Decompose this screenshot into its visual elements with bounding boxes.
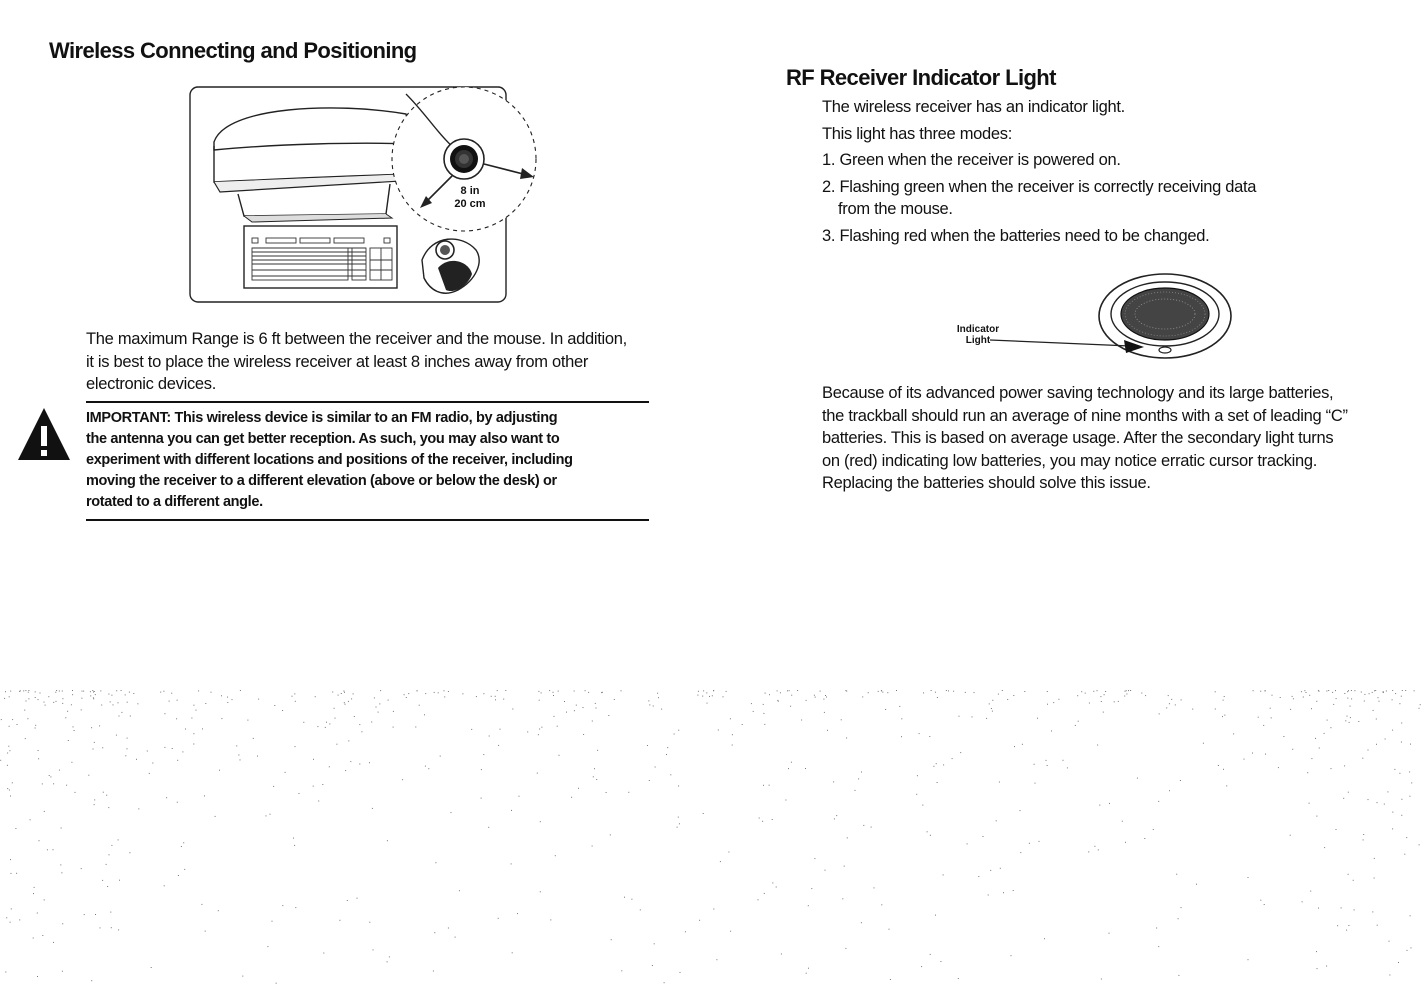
mode-item: 3. Flashing red when the batteries need to be changed. [822,226,1210,245]
important-line: IMPORTANT: This wireless device is similar to an FM radio, by adjusting [86,410,558,426]
right-heading: RF Receiver Indicator Light [786,65,1056,90]
mode-item-continuation: from the mouse. [838,200,953,218]
indicator-pointer-line [990,340,1130,346]
range-line: electronic devices. [86,375,217,393]
warning-triangle-icon [16,406,72,462]
important-line: moving the receiver to a different elevation (above or below the desk) or [86,473,557,489]
battery-paragraph [822,382,1412,495]
important-note [86,408,646,513]
battery-line: Because of its advanced power saving technology and its large batteries, [822,384,1334,402]
receiver-indicator-figure [950,270,1240,362]
distance-cm: 20 cm [454,198,486,210]
range-line: The maximum Range is 6 ft between the receiver and the mouse. In addition, [86,330,627,348]
left-heading: Wireless Connecting and Positioning [49,38,417,63]
receiver-illustration [444,139,484,179]
wireless-positioning-figure [186,84,542,306]
indicator-label: Indicator [956,324,1000,335]
trackball-illustration [422,239,479,293]
monitor-illustration [214,108,418,222]
important-line: rotated to a different angle. [86,494,263,510]
intro-line: The wireless receiver has an indicator light. [822,98,1125,116]
keyboard-illustration [244,226,397,288]
scan-noise [0,690,1422,984]
receiver-ball [1121,288,1209,340]
important-line: experiment with different locations and positions of the receiver, including [86,452,573,468]
battery-line: Replacing the batteries should solve this issue. [822,474,1151,492]
important-top-rule [86,401,649,403]
range-line: it is best to place the wireless receiver at least 8 inches away from other [86,352,589,371]
intro-line: This light has three modes: [822,124,1012,143]
battery-line: batteries. This is based on average usage. After the secondary light turns [822,429,1334,447]
important-bottom-rule [86,519,649,521]
indicator-intro [822,96,1402,247]
indicator-label: Light [965,335,991,346]
mode-item: 2. Flashing green when the receiver is correctly receiving data [822,177,1257,196]
battery-line: on (red) indicating low batteries, you may notice erratic cursor tracking. [822,451,1318,470]
distance-inches: 8 in [460,185,480,197]
indicator-light-dot [1159,347,1171,353]
battery-line: the trackball should run an average of nine months with a set of leading “C” [822,406,1348,425]
range-paragraph [86,328,646,396]
important-line: the antenna you can get better reception. As such, you may also want to [86,431,560,447]
mode-item: 1. Green when the receiver is powered on. [822,151,1121,169]
